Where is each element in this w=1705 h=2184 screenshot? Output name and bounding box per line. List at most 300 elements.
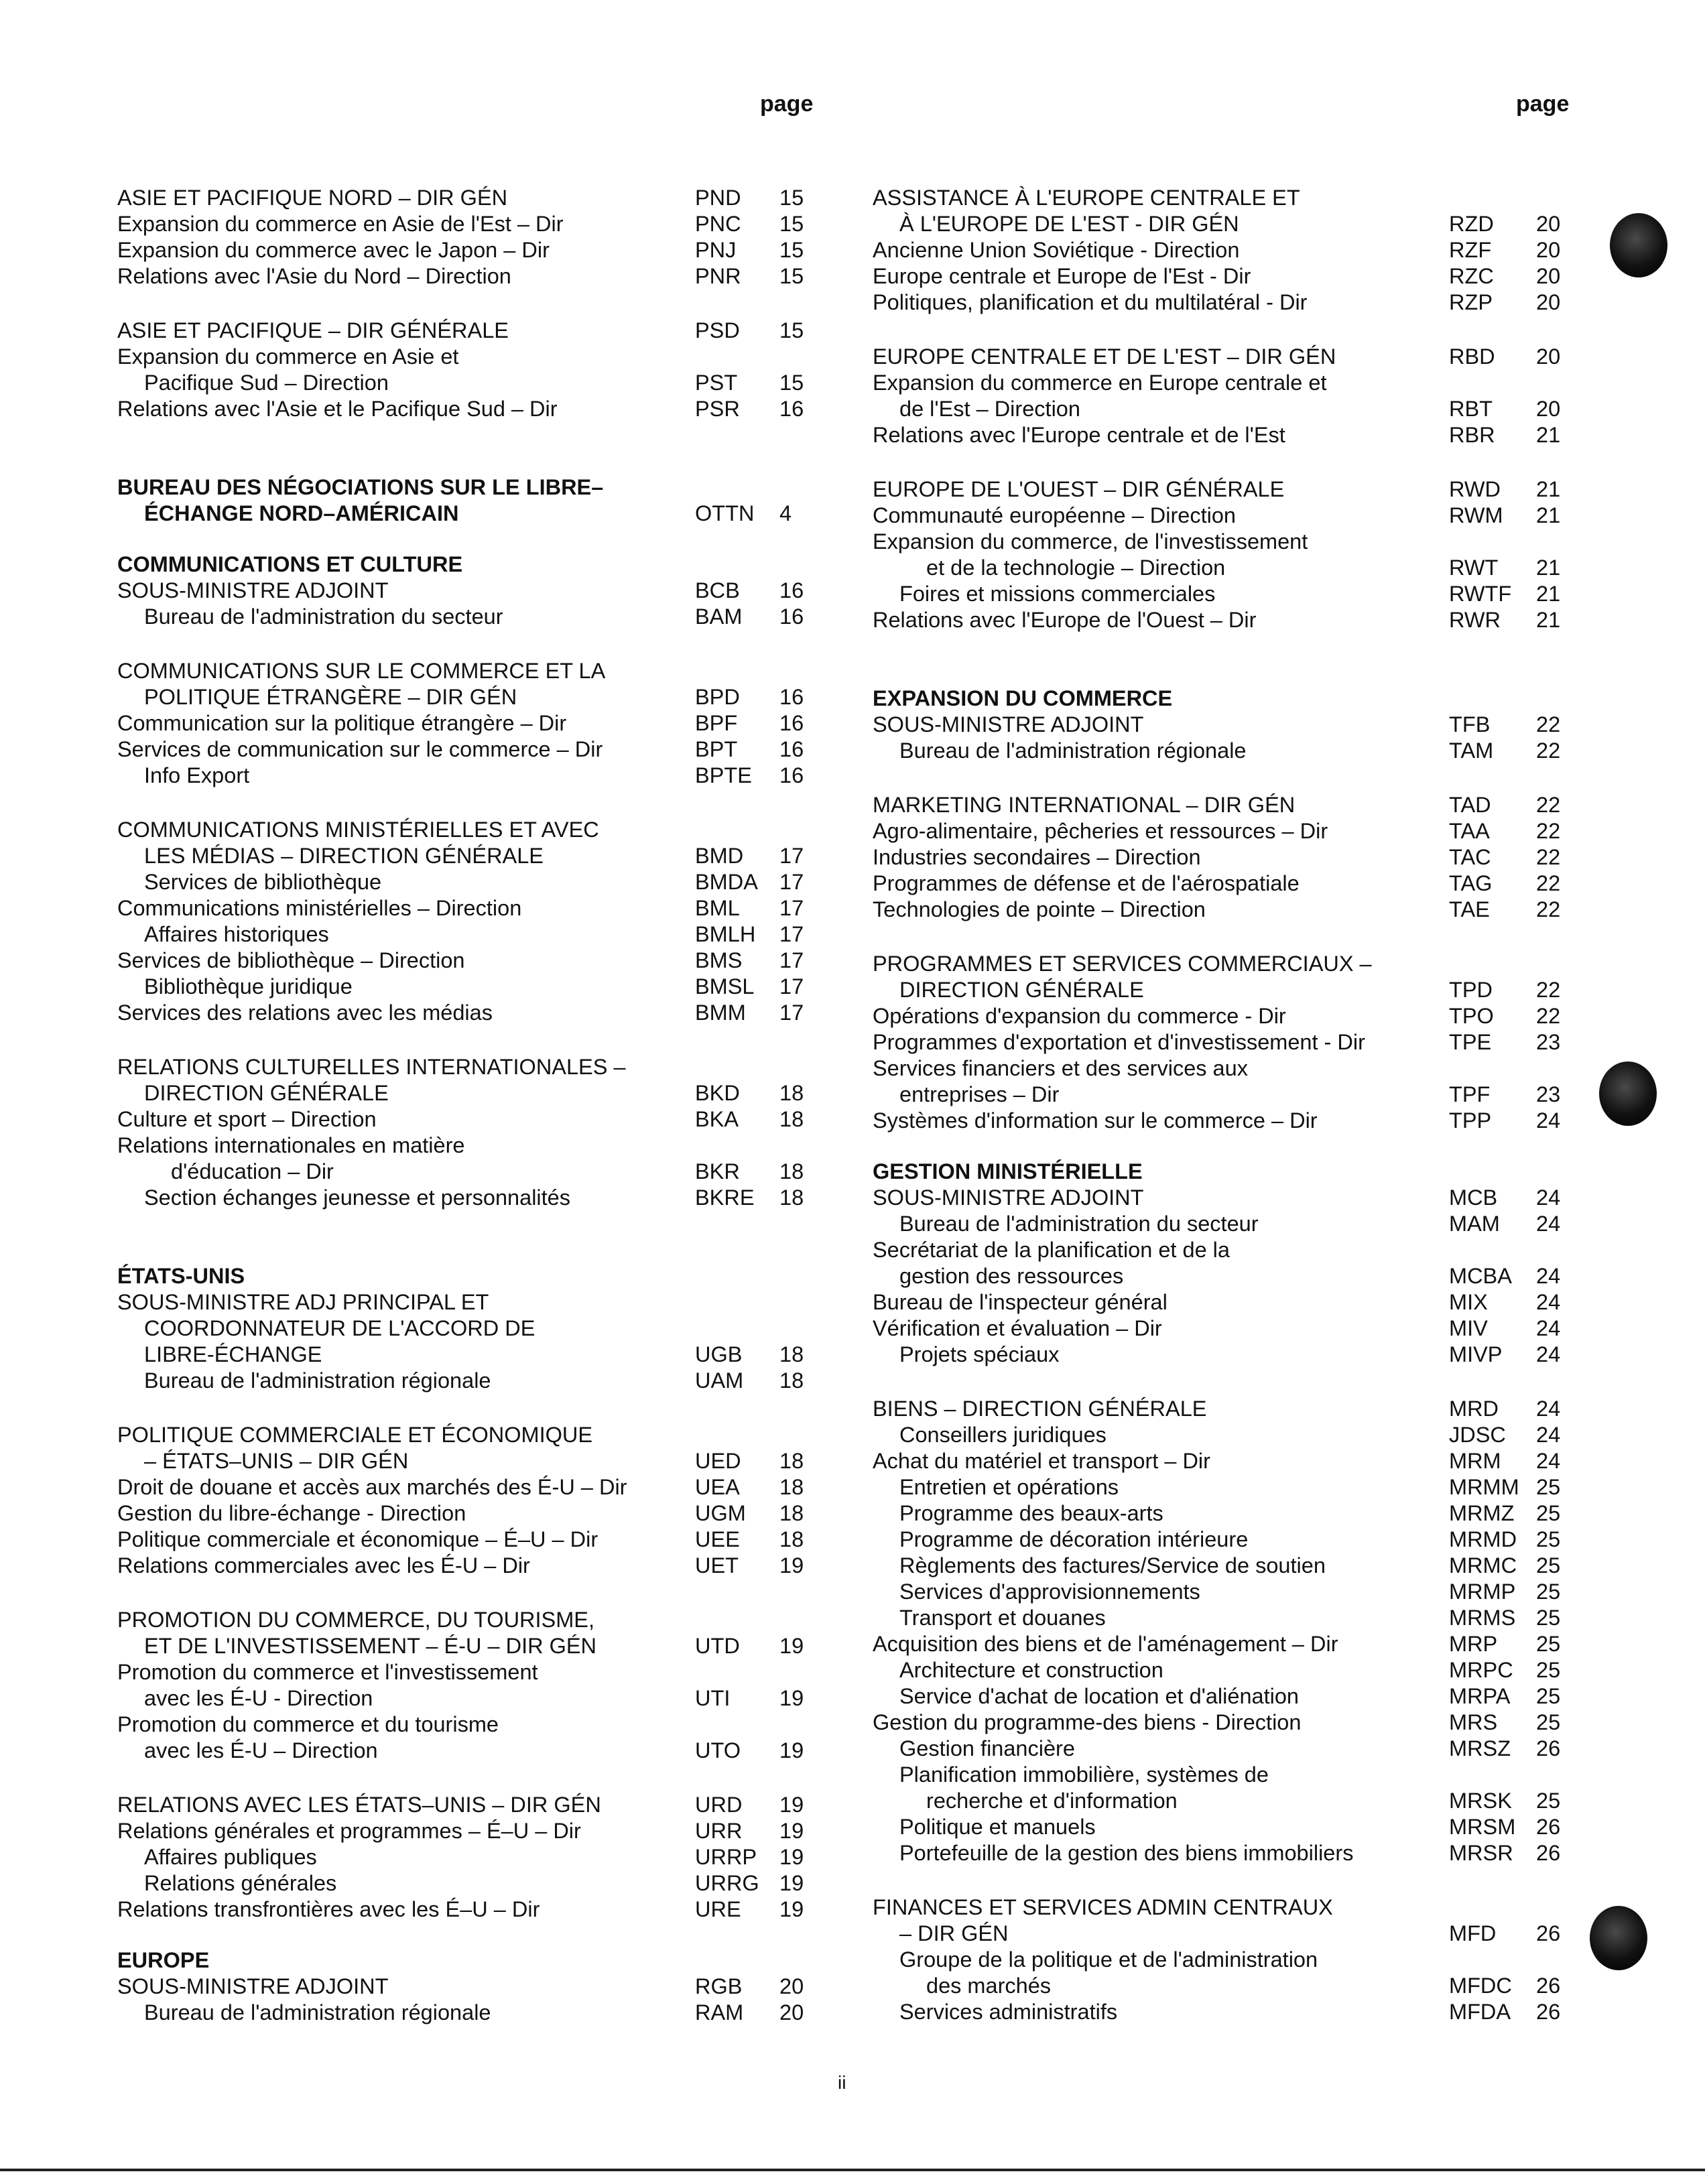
section-heading-row [873,1159,1637,1185]
directory-entry-row [117,1633,821,1659]
entry-name: COMMUNICATIONS SUR LE COMMERCE ET LA [117,659,606,683]
entry-code: PSD [695,318,740,342]
entry-page: 22 [1536,793,1561,817]
directory-entry-row [873,1999,1637,2025]
entry-code: RWM [1449,503,1503,527]
entry-code: JDSC [1449,1423,1506,1447]
entry-name: Relations générales et programmes – É–U – Dir [117,1819,581,1843]
entry-page: 18 [779,1159,804,1183]
entry-code: MRPA [1449,1684,1511,1708]
entry-code: RWD [1449,477,1501,501]
section-heading-row [117,1263,821,1289]
directory-entry-row [117,1000,821,1026]
directory-entry-row [873,1579,1637,1605]
entry-page: 24 [1536,1449,1561,1473]
entry-name: Info Export [144,763,250,787]
entry-name: Promotion du commerce et l'investissement [117,1660,538,1684]
entry-code: MRM [1449,1449,1501,1473]
entry-name: Gestion du libre-échange - Direction [117,1501,466,1525]
entry-name: LIBRE-ÉCHANGE [144,1342,322,1366]
section-spacer [117,527,821,552]
entry-code: BKA [695,1107,739,1131]
bottom-edge-line [0,2169,1705,2171]
entry-page: 17 [779,922,804,946]
entry-page: 15 [779,238,804,262]
directory-entry-row [873,1422,1637,1448]
entry-code: URRG [695,1871,759,1895]
entry-code: BCB [695,578,740,602]
entry-name: À L'EUROPE DE L'EST - DIR GÉN [899,212,1239,236]
entry-page: 4 [779,501,792,525]
entry-name: SOUS-MINISTRE ADJOINT [873,1185,1144,1210]
entry-page: 26 [1536,1841,1561,1865]
directory-entry-row [117,263,821,290]
entry-page: 24 [1536,1108,1561,1133]
directory-entry-row [117,658,821,684]
entry-code: BMLH [695,922,756,946]
section-spacer [873,1368,1637,1396]
entry-name: SOUS-MINISTRE ADJ PRINCIPAL ET [117,1290,489,1314]
entry-page: 15 [779,264,804,288]
page-column-header-left: page [760,91,814,117]
entry-name: Pacifique Sud – Direction [144,371,389,395]
directory-entry-row [117,843,821,869]
entry-name: ÉTATS-UNIS [117,1264,245,1288]
entry-code: BMDA [695,870,758,894]
directory-entry-row [873,1631,1637,1657]
entry-page: 19 [779,1897,804,1921]
entry-name: EUROPE CENTRALE ET DE L'EST – DIR GÉN [873,344,1336,369]
directory-entry-row [117,817,821,843]
directory-entry-row [117,1368,821,1394]
entry-page: 25 [1536,1632,1561,1656]
entry-page: 18 [779,1501,804,1525]
section-spacer [873,1134,1637,1159]
entry-name: Agro-alimentaire, pêcheries et ressources – Dir [873,819,1328,843]
entry-code: BMS [695,948,743,972]
entry-code: BPF [695,711,738,735]
entry-name: Expansion du commerce en Asie de l'Est – Dir [117,212,564,236]
entry-name: Programme des beaux-arts [899,1501,1163,1525]
entry-name: Relations avec l'Europe de l'Ouest – Dir [873,608,1257,632]
section-spacer [873,633,1637,686]
entry-page: 19 [779,1819,804,1843]
entry-name: SOUS-MINISTRE ADJOINT [873,712,1144,736]
entry-code: MRSM [1449,1815,1516,1839]
directory-entry-row [873,712,1637,738]
directory-entry-row [873,185,1637,211]
directory-entry-row [117,1685,821,1712]
directory-entry-row [117,1897,821,1923]
entry-code: TFB [1449,712,1491,736]
directory-entry-row [873,792,1637,818]
entry-page: 20 [1536,238,1561,262]
entry-page: 18 [779,1185,804,1210]
directory-entry-row [873,1553,1637,1579]
section-heading-row [117,552,821,578]
entry-code: MRSR [1449,1841,1513,1865]
entry-code: PSR [695,397,740,421]
entry-code: BMSL [695,974,755,999]
entry-page: 25 [1536,1527,1561,1551]
entry-name: POLITIQUE ÉTRANGÈRE – DIR GÉN [144,685,517,709]
directory-entry-row [117,1185,821,1211]
entry-code: PND [695,186,741,210]
directory-entry-row [117,211,821,237]
entry-name: EXPANSION DU COMMERCE [873,686,1173,710]
entry-page: 16 [779,604,804,629]
directory-entry-row [117,370,821,396]
section-heading-row [117,501,821,527]
entry-code: UEA [695,1475,740,1499]
directory-entry-row [117,604,821,630]
entry-name: Bureau de l'administration du secteur [899,1212,1259,1236]
entry-name: BUREAU DES NÉGOCIATIONS SUR LE LIBRE– [117,475,604,499]
directory-entry-row [873,370,1637,396]
entry-name: PROMOTION DU COMMERCE, DU TOURISME, [117,1608,595,1632]
directory-entry-row [117,396,821,422]
entry-page: 20 [1536,212,1561,236]
directory-entry-row [873,738,1637,764]
entry-code: MIV [1449,1316,1488,1340]
directory-entry-row [873,1342,1637,1368]
entry-page: 18 [779,1107,804,1131]
entry-page: 25 [1536,1475,1561,1499]
entry-name: Expansion du commerce en Asie et [117,344,459,369]
directory-entry-row [873,1029,1637,1055]
directory-entry-row [873,1710,1637,1736]
directory-entry-row [873,1003,1637,1029]
directory-entry-row [117,1870,821,1897]
entry-name: Bibliothèque juridique [144,974,353,999]
directory-entry-row [873,1082,1637,1108]
directory-entry-row [873,555,1637,581]
entry-page: 21 [1536,556,1561,580]
entry-name: Secrétariat de la planification et de la [873,1238,1230,1262]
entry-name: GESTION MINISTÉRIELLE [873,1159,1143,1183]
entry-page: 15 [779,212,804,236]
entry-code: MRMP [1449,1580,1516,1604]
entry-name: Relations commerciales avec les É-U – Dir [117,1553,530,1578]
directory-entry-row [117,921,821,948]
directory-entry-row [117,344,821,370]
entry-code: UED [695,1449,741,1473]
entry-page: 18 [779,1368,804,1393]
entry-name: Relations internationales en matière [117,1133,465,1157]
entry-name: Conseillers juridiques [899,1423,1107,1447]
directory-entry-row [117,736,821,763]
entry-name: Politiques, planification et du multilatéral - Dir [873,290,1308,314]
entry-code: MRPC [1449,1658,1513,1682]
directory-entry-row [873,1448,1637,1474]
entry-name: Services des relations avec les médias [117,1001,493,1025]
entry-page: 24 [1536,1212,1561,1236]
entry-page: 25 [1536,1789,1561,1813]
entry-code: UAM [695,1368,744,1393]
entry-code: RBD [1449,344,1495,369]
entry-code: MCBA [1449,1264,1512,1288]
entry-page: 18 [779,1342,804,1366]
entry-name: Services administratifs [899,2000,1118,2024]
entry-name: Foires et missions commerciales [899,582,1216,606]
entry-page: 24 [1536,1290,1561,1314]
entry-name: Relations générales [144,1871,337,1895]
entry-code: TAE [1449,897,1490,921]
directory-entry-row [117,869,821,895]
entry-name: Droit de douane et accès aux marchés des É-U – Dir [117,1475,627,1499]
entry-page: 19 [779,1738,804,1762]
directory-entry-row [873,607,1637,633]
entry-name: Communauté européenne – Direction [873,503,1236,527]
entry-page: 26 [1536,1974,1561,1998]
entry-name: et de la technologie – Direction [926,556,1226,580]
directory-entry-row [117,1448,821,1474]
directory-entry-row [117,1342,821,1368]
entry-page: 18 [779,1449,804,1473]
section-heading-row [873,686,1637,712]
entry-code: MRSZ [1449,1736,1511,1760]
entry-name: POLITIQUE COMMERCIALE ET ÉCONOMIQUE [117,1423,593,1447]
directory-entry-row [873,1263,1637,1289]
directory-entry-row [873,1108,1637,1134]
directory-entry-row [873,263,1637,290]
directory-entry-row [873,1315,1637,1342]
entry-code: RWR [1449,608,1501,632]
entry-page: 18 [779,1527,804,1551]
entry-page: 15 [779,371,804,395]
entry-page: 16 [779,685,804,709]
entry-name: Projets spéciaux [899,1342,1060,1366]
directory-entry-row [873,1211,1637,1237]
section-spacer [117,422,821,474]
entry-page: 26 [1536,1921,1561,1945]
directory-entry-row [873,1921,1637,1947]
directory-entry-row [117,318,821,344]
entry-name: Section échanges jeunesse et personnalités [144,1185,570,1210]
entry-name: Transport et douanes [899,1606,1106,1630]
entry-name: SOUS-MINISTRE ADJOINT [117,578,389,602]
entry-name: ÉCHANGE NORD–AMÉRICAIN [144,501,459,525]
section-spacer [873,316,1637,344]
entry-name: DIRECTION GÉNÉRALE [144,1081,389,1105]
entry-code: BKD [695,1081,740,1105]
directory-entry-row [873,1289,1637,1315]
entry-page: 24 [1536,1423,1561,1447]
entry-page: 19 [779,1686,804,1710]
entry-code: MIX [1449,1290,1488,1314]
entry-code: TAM [1449,738,1494,763]
section-spacer [117,1764,821,1792]
entry-code: OTTN [695,501,755,525]
directory-entry-row [873,1657,1637,1683]
entry-code: MRMM [1449,1475,1519,1499]
entry-page: 24 [1536,1185,1561,1210]
directory-entry-row [873,897,1637,923]
directory-entry-row [873,1894,1637,1921]
entry-page: 19 [779,1553,804,1578]
directory-entry-row [873,977,1637,1003]
entry-page: 25 [1536,1710,1561,1734]
entry-page: 24 [1536,1342,1561,1366]
directory-entry-row [873,1736,1637,1762]
entry-code: MRMZ [1449,1501,1515,1525]
entry-code: BAM [695,604,743,629]
section-spacer [873,448,1637,476]
entry-name: Ancienne Union Soviétique - Direction [873,238,1240,262]
entry-code: PNJ [695,238,737,262]
section-spacer [117,1026,821,1054]
entry-page: 21 [1536,423,1561,447]
page-number: ii [838,2072,846,2093]
entry-page: 20 [1536,344,1561,369]
directory-entry-row [873,396,1637,422]
entry-code: MRS [1449,1710,1498,1734]
directory-entry-row [117,1315,821,1342]
entry-name: Services financiers et des services aux [873,1056,1248,1080]
directory-column-left [117,185,821,2026]
entry-name: recherche et d'information [926,1789,1178,1813]
entry-name: Relations transfrontières avec les É–U – Dir [117,1897,540,1921]
entry-page: 16 [779,578,804,602]
entry-page: 26 [1536,1815,1561,1839]
directory-entry-row [117,1422,821,1448]
entry-page: 17 [779,896,804,920]
section-spacer [117,789,821,817]
page-column-header-right: page [1516,91,1570,117]
entry-page: 17 [779,948,804,972]
entry-name: Opérations d'expansion du commerce - Dir [873,1004,1286,1028]
directory-entry-row [873,1396,1637,1422]
entry-name: SOUS-MINISTRE ADJOINT [117,1974,389,1998]
entry-page: 21 [1536,477,1561,501]
entry-name: Politique et manuels [899,1815,1096,1839]
directory-entry-row [117,948,821,974]
directory-entry-row [117,1500,821,1527]
section-spacer [117,1211,821,1263]
entry-name: Portefeuille de la gestion des biens immobiliers [899,1841,1354,1865]
entry-name: ASSISTANCE À L'EUROPE CENTRALE ET [873,186,1300,210]
entry-code: MAM [1449,1212,1500,1236]
directory-entry-row [117,763,821,789]
entry-code: MFDC [1449,1974,1512,1998]
directory-entry-row [117,974,821,1000]
directory-entry-row [873,818,1637,844]
entry-page: 21 [1536,582,1561,606]
entry-name: Relations avec l'Asie et le Pacifique Sud – Dir [117,397,558,421]
entry-name: entreprises – Dir [899,1082,1060,1106]
entry-code: UET [695,1553,739,1578]
directory-entry-row [117,2000,821,2026]
entry-code: MRMD [1449,1527,1517,1551]
entry-name: Acquisition des biens et de l'aménagement – Dir [873,1632,1338,1656]
entry-page: 24 [1536,1264,1561,1288]
entry-name: EUROPE DE L'OUEST – DIR GÉNÉRALE [873,477,1285,501]
directory-entry-row [873,1788,1637,1814]
entry-page: 18 [779,1475,804,1499]
entry-page: 15 [779,318,804,342]
entry-name: Europe centrale et Europe de l'Est - Dir [873,264,1251,288]
entry-code: MIVP [1449,1342,1503,1366]
directory-entry-row [117,1474,821,1500]
entry-code: BKRE [695,1185,755,1210]
entry-code: PST [695,371,738,395]
entry-name: Technologies de pointe – Direction [873,897,1206,921]
entry-name: – ÉTATS–UNIS – DIR GÉN [144,1449,409,1473]
directory-entry-row [117,1844,821,1870]
entry-page: 21 [1536,503,1561,527]
entry-code: TPF [1449,1082,1491,1106]
entry-name: Gestion du programme-des biens - Direction [873,1710,1302,1734]
entry-code: MFD [1449,1921,1497,1945]
section-spacer [117,630,821,658]
entry-code: URE [695,1897,741,1921]
entry-name: RELATIONS AVEC LES ÉTATS–UNIS – DIR GÉN [117,1793,601,1817]
entry-page: 22 [1536,819,1561,843]
directory-entry-row [873,529,1637,555]
entry-name: Bureau de l'administration du secteur [144,604,503,629]
directory-entry-row [117,1659,821,1685]
entry-page: 22 [1536,1004,1561,1028]
entry-name: Affaires historiques [144,922,329,946]
entry-page: 19 [779,1793,804,1817]
directory-entry-row [117,1054,821,1080]
entry-code: RWTF [1449,582,1512,606]
entry-name: Service d'achat de location et d'aliénation [899,1684,1299,1708]
entry-page: 24 [1536,1316,1561,1340]
binder-punch-hole [1590,1906,1647,1970]
entry-code: UTI [695,1686,731,1710]
entry-code: TAA [1449,819,1490,843]
entry-name: Entretien et opérations [899,1475,1119,1499]
entry-page: 25 [1536,1580,1561,1604]
entry-code: TAG [1449,871,1493,895]
directory-entry-row [873,290,1637,316]
entry-code: UEE [695,1527,740,1551]
directory-entry-row [873,1237,1637,1263]
entry-name: Gestion financière [899,1736,1075,1760]
entry-name: Expansion du commerce, de l'investissement [873,529,1308,554]
directory-entry-row [873,422,1637,448]
entry-name: Services d'approvisionnements [899,1580,1200,1604]
directory-entry-row [873,1973,1637,1999]
section-heading-row [117,1947,821,1974]
directory-entry-row [873,1814,1637,1840]
directory-entry-row [873,1947,1637,1973]
directory-entry-row [873,1055,1637,1082]
entry-code: UTO [695,1738,741,1762]
entry-page: 22 [1536,738,1561,763]
entry-name: – DIR GÉN [899,1921,1009,1945]
entry-code: BPD [695,685,740,709]
entry-name: avec les É-U - Direction [144,1686,373,1710]
entry-page: 26 [1536,1736,1561,1760]
entry-name: Règlements des factures/Service de soutien [899,1553,1326,1578]
entry-page: 25 [1536,1501,1561,1525]
entry-name: Culture et sport – Direction [117,1107,377,1131]
entry-page: 25 [1536,1658,1561,1682]
entry-page: 16 [779,397,804,421]
directory-entry-row [117,1792,821,1818]
entry-page: 19 [779,1845,804,1869]
directory-entry-row [873,344,1637,370]
entry-name: gestion des ressources [899,1264,1124,1288]
directory-entry-row [873,476,1637,503]
entry-page: 22 [1536,871,1561,895]
entry-page: 23 [1536,1082,1561,1106]
entry-code: RZP [1449,290,1493,314]
entry-name: Industries secondaires – Direction [873,845,1201,869]
entry-name: MARKETING INTERNATIONAL – DIR GÉN [873,793,1296,817]
